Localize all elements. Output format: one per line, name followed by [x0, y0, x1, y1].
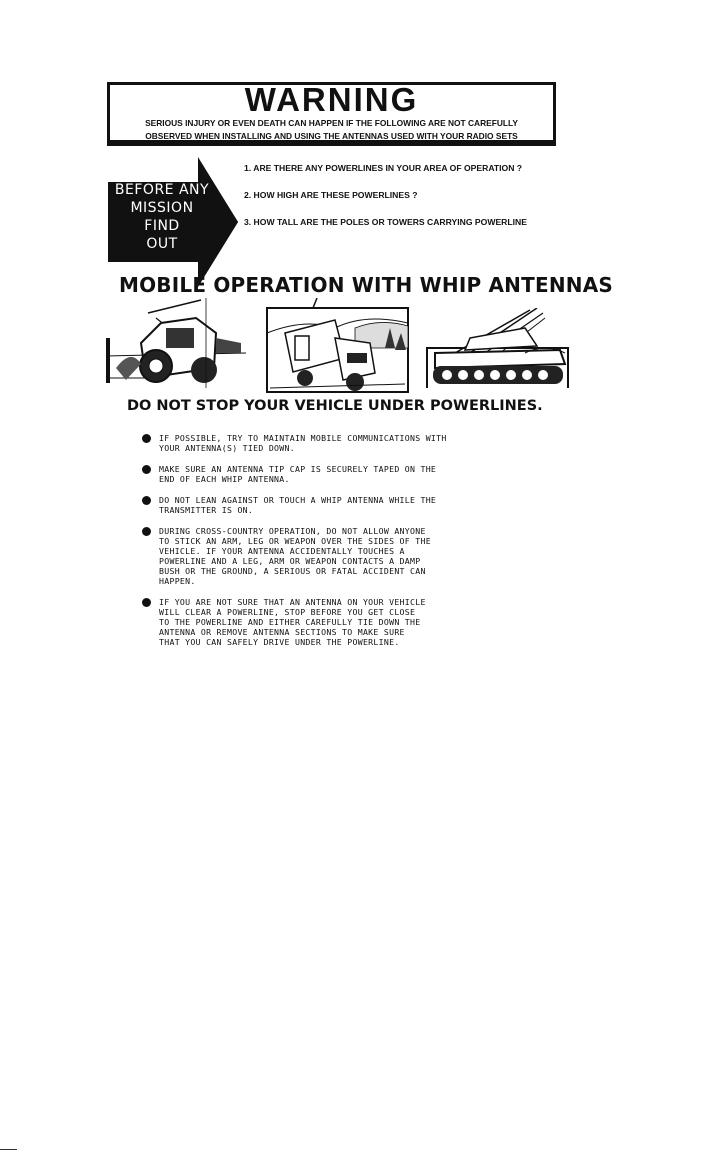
bullet-text: MAKE SURE AN ANTENNA TIP CAP IS SECURELY TAPED ON THE END OF EACH WHIP ANTENNA.: [159, 464, 437, 484]
list-item: [142, 597, 562, 647]
tank-illustration: [425, 308, 570, 390]
question-3: 3. HOW TALL ARE THE POLES OR TOWERS CARRYING POWERLINE: [244, 217, 527, 227]
warning-text-line-1: SERIOUS INJURY OR EVEN DEATH CAN HAPPEN IF THE FOLLOWING ARE NOT CAREFULLY: [145, 118, 518, 128]
section-title: MOBILE OPERATION WITH WHIP ANTENNAS: [119, 273, 613, 297]
bullet-icon: [142, 496, 151, 505]
jeep-illustration: [106, 298, 246, 390]
arrow-text: [112, 181, 212, 253]
bullet-icon: [142, 527, 151, 536]
bullet-list: [142, 433, 562, 658]
bullet-text: DO NOT LEAN AGAINST OR TOUCH A WHIP ANTENNA WHILE THE TRANSMITTER IS ON.: [159, 495, 437, 515]
list-item: [142, 495, 562, 515]
question-1: 1. ARE THERE ANY POWERLINES IN YOUR AREA OF OPERATION ?: [244, 163, 523, 173]
subtitle: DO NOT STOP YOUR VEHICLE UNDER POWERLINES.: [127, 398, 543, 414]
truck-illustration: [265, 298, 410, 394]
bullet-icon: [142, 598, 151, 607]
bullet-text: IF YOU ARE NOT SURE THAT AN ANTENNA ON YOUR VEHICLE WILL CLEAR A POWERLINE, STOP BEFORE YOU GET CLOSE TO THE POWERLINE AND EITHER CAREFULLY TIE DOWN THE ANTENNA OR REMOVE ANTENNA SECTIONS TO MAKE SURE THAT YOU CAN SAFELY DRIVE UNDER THE POWERLINE.: [159, 597, 426, 647]
question-2: 2. HOW HIGH ARE THESE POWERLINES ?: [244, 190, 418, 200]
list-item: [142, 464, 562, 484]
arrow-text-line-1: BEFORE ANY: [114, 182, 210, 198]
bullet-icon: [142, 465, 151, 474]
list-item: [142, 526, 562, 586]
warning-title: WARNING: [244, 81, 419, 118]
bullet-text: IF POSSIBLE, TRY TO MAINTAIN MOBILE COMMUNICATIONS WITH YOUR ANTENNA(S) TIED DOWN.: [159, 433, 447, 453]
arrow-text-line-2: MISSION FIND: [130, 200, 194, 234]
bullet-text: DURING CROSS-COUNTRY OPERATION, DO NOT ALLOW ANYONE TO STICK AN ARM, LEG OR WEAPON OVER THE SIDES OF THE VEHICLE. IF YOUR ANTENNA ACCIDENTALLY TOUCHES A POWERLINE AND A LEG, ARM OR WEAPON CONTACTS A DAMP BUSH OR THE GROUND, A SERIOUS OR FATAL ACCIDENT CAN HAPPEN.: [159, 526, 431, 586]
arrow-text-line-3: OUT: [146, 236, 178, 252]
bullet-icon: [142, 434, 151, 443]
list-item: [142, 433, 562, 453]
warning-box: [107, 82, 556, 146]
warning-text-line-2: OBSERVED WHEN INSTALLING AND USING THE ANTENNAS USED WITH YOUR RADIO SETS: [145, 131, 518, 141]
page-corner-mark: [0, 1149, 17, 1150]
